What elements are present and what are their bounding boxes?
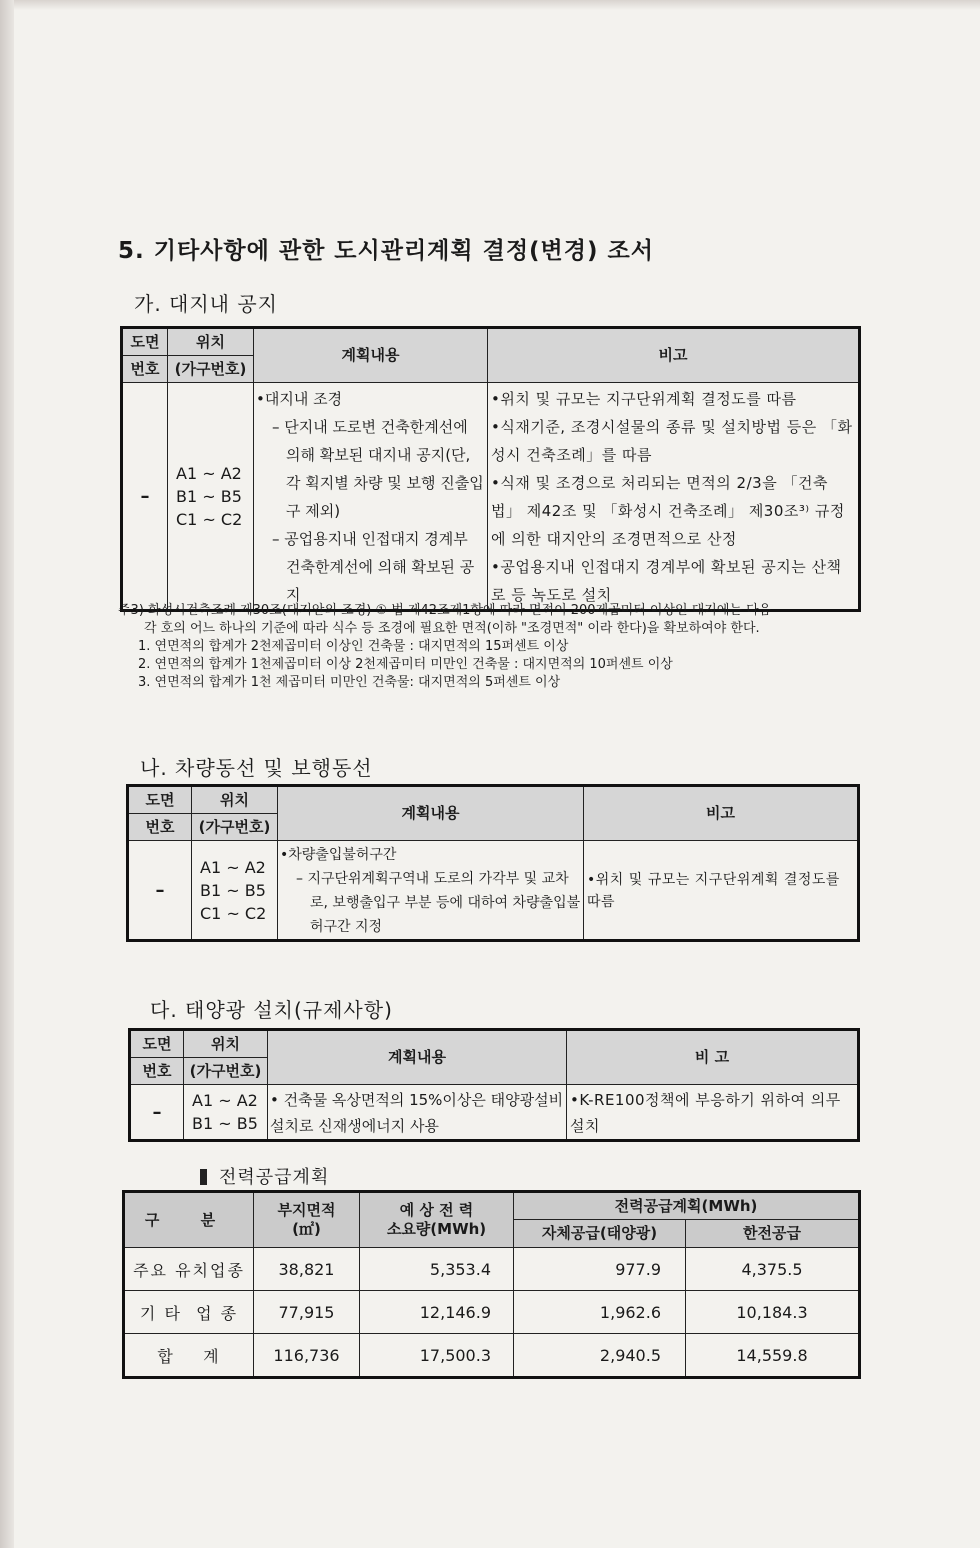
- footnote-item: 3. 연면적의 합계가 1천 제곱미터 미만인 건축물: 대지면적의 5퍼센트 이상: [138, 675, 561, 690]
- row-plan: •차량출입불허구간 – 지구단위계획구역내 도로의 가각부 및 교차로, 보행출입구 부분 등에 대하여 차량출입불허구간 지정: [278, 841, 584, 941]
- header-kepco-supply: 한전공급: [686, 1220, 860, 1248]
- header-site-area: 부지면적 (㎡): [254, 1192, 360, 1248]
- section-a-heading: 가. 대지내 공지: [134, 292, 278, 316]
- header-number: 도면 번호: [122, 328, 168, 383]
- power-heading: 전력공급계획: [200, 1163, 329, 1189]
- header-category: 구 분: [124, 1192, 254, 1248]
- header-plan: 계획내용: [268, 1030, 567, 1085]
- page-title: 5. 기타사항에 관한 도시관리계획 결정(변경) 조서: [118, 238, 654, 264]
- row-remarks: •위치 및 규모는 지구단위계획 결정도를 따름 •식재기준, 조경시설물의 종류 및 설치방법 등은 「화성시 건축조례」를 따름 •식재 및 조경으로 처리되는 면적의 2/3을 「건축법」 제42조 및 「화성시 건축조례」 제30조³⁾ 규정에 의한 대지안의 조경면적으로 산정 •공업용지내 인접대지 경계부에 확보된 공지는 산책로 등 녹도로 설치: [488, 383, 860, 611]
- row-number: –: [122, 383, 168, 611]
- header-remarks: 비 고: [567, 1030, 859, 1085]
- row-number: –: [128, 841, 192, 941]
- footnote-line: 주3) 화성시건축조례 제30조(대지안의 조경) ① 법 제42조제1항에 따라 면적이 200제곱미터 이상인 대지에는 다음: [118, 603, 772, 618]
- row-location: A1 ~ A2 B1 ~ B5: [184, 1085, 268, 1141]
- header-remarks: 비고: [488, 328, 860, 383]
- table-row: 합 계 116,736 17,500.3 2,940.5 14,559.8: [124, 1334, 860, 1378]
- header-self-supply: 자체공급(태양광): [514, 1220, 686, 1248]
- row-remarks: •K-RE100정책에 부응하기 위하여 의무설치: [567, 1085, 859, 1141]
- section-b-heading: 나. 차량동선 및 보행동선: [140, 756, 373, 780]
- row-number: –: [130, 1085, 184, 1141]
- section-a-table: [120, 326, 861, 612]
- footnote-item: 1. 연면적의 합계가 2천제곱미터 이상인 건축물 : 대지면적의 15퍼센트 이상: [138, 639, 569, 654]
- header-number: 도면 번호: [130, 1030, 184, 1085]
- footnote: [118, 602, 868, 692]
- row-location: A1 ~ A2 B1 ~ B5 C1 ~ C2: [168, 383, 254, 611]
- header-remarks: 비고: [584, 786, 859, 841]
- header-plan: 계획내용: [278, 786, 584, 841]
- header-number: 도면 번호: [128, 786, 192, 841]
- header-demand: 예 상 전 력 소요량(MWh): [360, 1192, 514, 1248]
- header-plan: 계획내용: [254, 328, 488, 383]
- section-marker-icon: [200, 1169, 207, 1185]
- footnote-line: 각 호의 어느 하나의 기준에 따라 식수 등 조경에 필요한 면적(이하 "조경면적" 이라 한다)을 확보하여야 한다.: [144, 621, 760, 636]
- table-row: 주요 유치업종 38,821 5,353.4 977.9 4,375.5: [124, 1248, 860, 1291]
- power-table: [122, 1190, 861, 1379]
- section-c-table: [128, 1028, 860, 1142]
- row-location: A1 ~ A2 B1 ~ B5 C1 ~ C2: [192, 841, 278, 941]
- row-remarks: •위치 및 규모는 지구단위계획 결정도를 따름: [584, 841, 859, 941]
- row-plan: •대지내 조경 – 단지내 도로변 건축한계선에 의해 확보된 대지내 공지(단, 각 획지별 차량 및 보행 진출입구 제외) – 공업용지내 인접대지 경계부 건축한계선에 의해 확보된 공지: [254, 383, 488, 611]
- header-supply-plan: 전력공급계획(MWh): [514, 1192, 860, 1220]
- section-b-table: [126, 784, 860, 942]
- section-c-heading: 다. 태양광 설치(규제사항): [150, 998, 393, 1022]
- header-location: 위치 (가구번호): [184, 1030, 268, 1085]
- row-plan: • 건축물 옥상면적의 15%이상은 태양광설비 설치로 신재생에너지 사용: [268, 1085, 567, 1141]
- table-row: 기 타 업 종 77,915 12,146.9 1,962.6 10,184.3: [124, 1291, 860, 1334]
- header-location: 위치 (가구번호): [192, 786, 278, 841]
- page-edge-left: [0, 0, 14, 1548]
- page-edge-top: [0, 0, 980, 10]
- footnote-item: 2. 연면적의 합계가 1천제곱미터 이상 2천제곱미터 미만인 건축물 : 대지면적의 10퍼센트 이상: [138, 657, 673, 672]
- header-location: 위치 (가구번호): [168, 328, 254, 383]
